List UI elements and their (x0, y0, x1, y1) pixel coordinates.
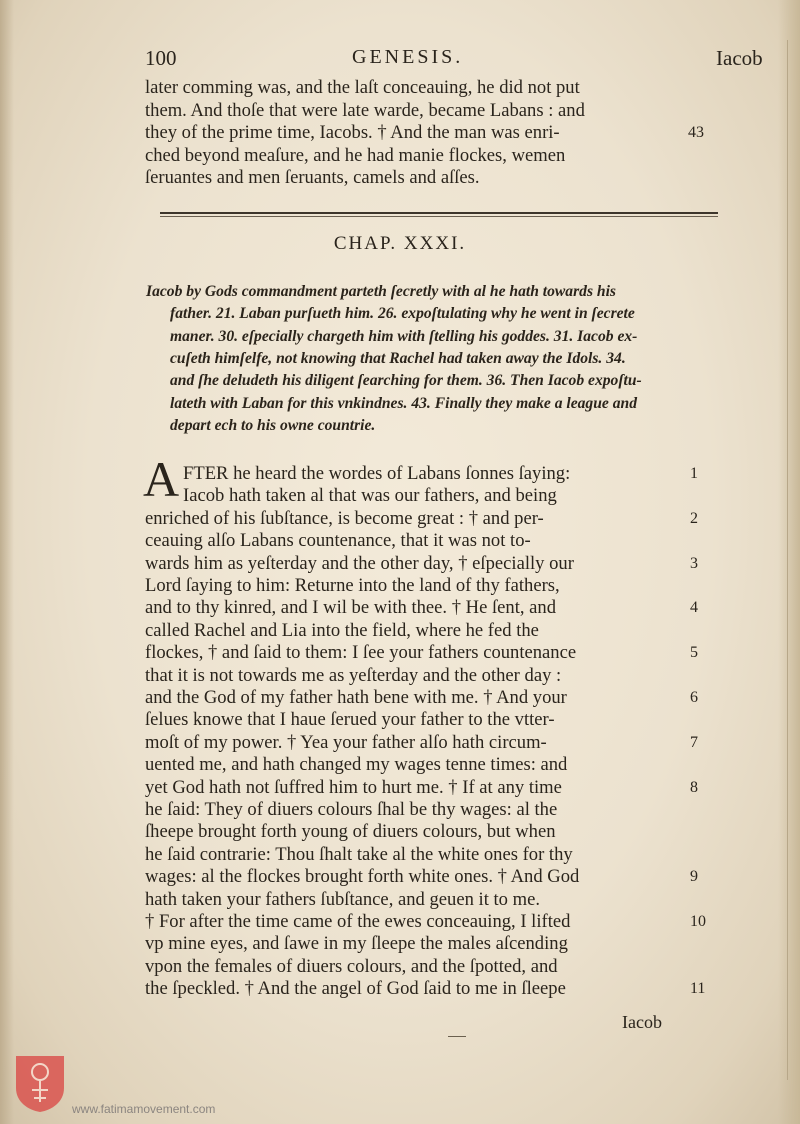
text-line: yet God hath not ſuffred him to hurt me. † If at any time (145, 776, 562, 798)
verse-number: 9 (690, 868, 698, 886)
verse-number: 2 (690, 509, 698, 527)
catchword-bottom: Iacob (622, 1012, 662, 1032)
argument-line: maner. 30. eſpecially chargeth him with ſtelling his goddes. 31. Iacob ex- (170, 327, 638, 345)
verse-number: 10 (690, 913, 706, 930)
argument-line: depart ech to his owne countrie. (170, 416, 376, 434)
argument-line: and ſhe deludeth his diligent ſearching for them. 36. Then Iacob expoſtu- (170, 372, 642, 390)
page-number: 100 (145, 46, 177, 70)
text-line: vpon the females of diuers colours, and the ſpotted, and (145, 955, 558, 977)
page-shadow-right (778, 0, 800, 1124)
text-line: vp mine eyes, and ſawe in my ſleepe the males aſcending (145, 933, 568, 955)
text-line: † For after the time came of the ewes conceauing, I lifted (145, 911, 571, 932)
drop-cap-letter: A (143, 456, 180, 502)
text-line: wages: al the flockes brought forth white ones. † And God (145, 866, 580, 888)
text-line: ſeruantes and men ſeruants, camels and aſſes. (145, 167, 480, 188)
verse-number: 7 (690, 733, 698, 751)
text-line: and to thy kinred, and I wil be with thee. † He ſent, and (145, 597, 557, 619)
text-line: enriched of his ſubſtance, is become great : † and per- (145, 507, 544, 529)
text-line: that it is not towards me as yeſterday and the other day : (145, 664, 562, 686)
verse-number: 4 (690, 599, 698, 617)
text-line: uented me, and hath changed my wages tenne times: and (145, 754, 568, 776)
running-header (0, 46, 800, 76)
text-line: ched beyond meaſure, and he had manie flockes, wemen (145, 144, 566, 166)
argument-line: cuſeth himſelfe, not knowing that Rachel had taken away the Idols. 34. (170, 349, 626, 367)
text-line: he ſaid: They of diuers colours ſhal be thy wages: al the (145, 799, 558, 820)
section-rule (160, 212, 718, 214)
page-edge-line (787, 40, 788, 1080)
text-line: them. And thoſe that were late warde, became Labans : and (145, 99, 585, 121)
argument-line: Iacob by Gods commandment parteth ſecretly with al he hath towards his (146, 283, 617, 300)
website-watermark: www.fatimamovement.com (72, 1102, 216, 1116)
verse-number: 5 (690, 644, 698, 662)
argument-line: lateth with Laban for this vnkindnes. 43. Finally they make a league and (170, 394, 637, 412)
text-line: FTER he heard the wordes of Labans ſonnes ſaying: (183, 463, 571, 484)
section-rule-thin (160, 216, 718, 217)
text-line: later comming was, and the laſt conceauing, he did not put (145, 77, 580, 98)
verse-number: 43 (688, 124, 704, 141)
verse-number: 1 (690, 465, 698, 482)
text-line: ſheepe brought forth young of diuers colours, but when (145, 821, 556, 843)
verse-number: 8 (690, 778, 698, 796)
drop-cap (142, 456, 182, 502)
watermark-seal-icon (12, 1052, 68, 1114)
argument-line: father. 21. Laban purſueth him. 26. expoſtulating why he went in ſecrete (170, 305, 635, 323)
verse-number: 11 (690, 980, 706, 998)
verse-number: 3 (690, 554, 698, 572)
page-shadow-left (0, 0, 14, 1124)
text-line: and the God of my father hath bene with me. † And your (145, 687, 567, 708)
catchword-top: Iacob (716, 46, 763, 70)
text-line: ceauing alſo Labans countenance, that it was not to- (145, 530, 531, 552)
text-line: moſt of my power. † Yea your father alſo hath circum- (145, 731, 547, 753)
text-line: called Rachel and Lia into the field, where he fed the (145, 619, 539, 641)
text-line: ſelues knowe that I haue ſerued your father to the vtter- (145, 709, 555, 731)
text-line: the ſpeckled. † And the angel of God ſaid to me in ſleepe (145, 978, 566, 1000)
text-line: flockes, † and ſaid to them: I ſee your fathers countenance (145, 642, 577, 664)
text-line: Lord ſaying to him: Returne into the land of thy fathers, (145, 575, 560, 596)
text-line: Iacob hath taken al that was our fathers, and being (183, 485, 557, 507)
verse-number: 6 (690, 689, 698, 706)
text-line: he ſaid contrarie: Thou ſhalt take al the white ones for thy (145, 843, 573, 865)
book-title: GENESIS. (352, 46, 464, 68)
text-line: wards him as yeſterday and the other day, † eſpecially our (145, 552, 574, 574)
text-line: they of the prime time, Iacobs. † And the man was enri- (145, 122, 560, 143)
text-line: hath taken your fathers ſubſtance, and geuen it to me. (145, 888, 540, 910)
chapter-title: CHAP. XXXI. (333, 233, 467, 254)
tail-mark (448, 1036, 466, 1037)
